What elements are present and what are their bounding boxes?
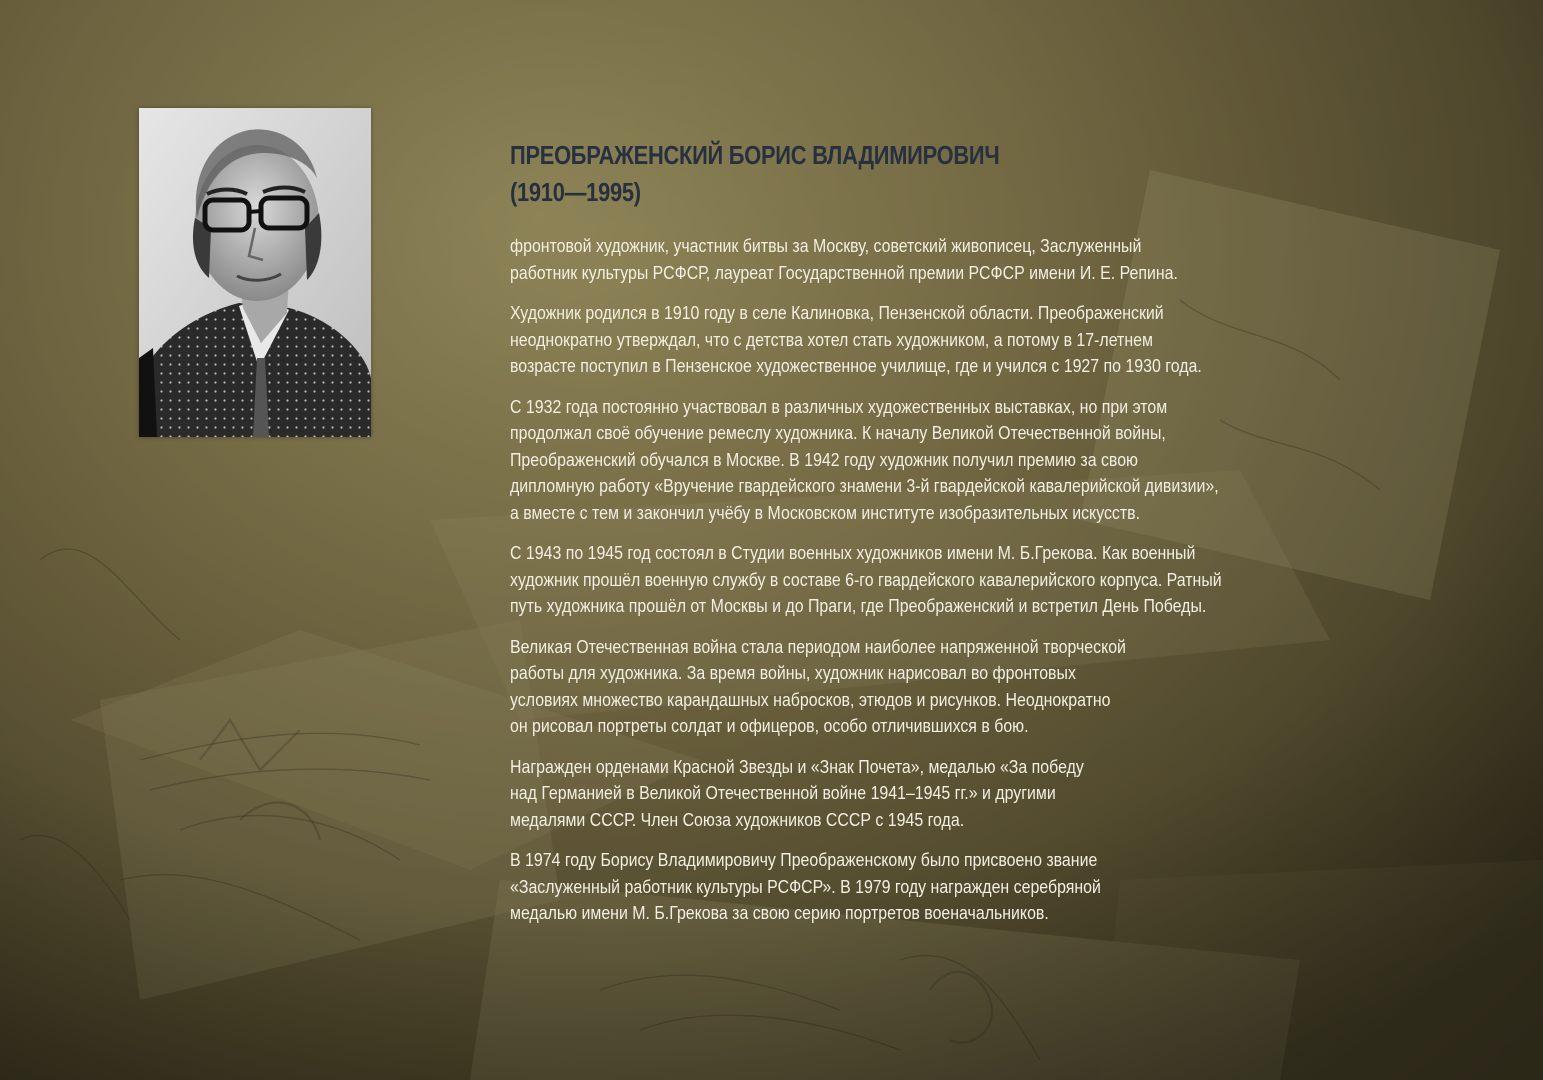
paragraph-line: он рисовал портреты солдат и офицеров, особо отличившихся в бою. <box>510 715 1029 736</box>
paragraph-line: работы для художника. За время войны, художник нарисовал во фронтовых <box>510 662 1076 683</box>
paragraph-honors <box>510 847 1267 927</box>
paragraph-line: неоднократно утверждал, что с детства хотел стать художником, а потому в 17-летнем <box>510 328 1153 350</box>
paragraph-birth <box>510 300 1267 380</box>
portrait-photo <box>139 108 371 437</box>
biography-section <box>510 137 1390 941</box>
paragraph-line: С 1943 по 1945 год состоял в Студии военных художников имени М. Б.Грекова. Как военный <box>510 542 1196 563</box>
paragraph-line: фронтовой художник, участник битвы за Москву, советский живописец, Заслуженный <box>510 235 1142 256</box>
paragraph-awards <box>510 754 1267 834</box>
paragraph-line: Награжден орденами Красной Звезды и «Знак Почета», медалью «За победу <box>510 755 1084 777</box>
title-name: ПРЕОБРАЖЕНСКИЙ БОРИС ВЛАДИМИРОВИЧ <box>510 140 1000 170</box>
paragraph-line: работник культуры РСФСР, лауреат Государственной премии РСФСР имени И. Е. Репина. <box>510 261 1178 283</box>
paragraph-line: а вместе с тем и закончил учёбу в Московском институте изобразительных искусств. <box>510 501 1141 523</box>
paragraph-line: С 1932 года постоянно участвовал в различных художественных выставках, но при этом <box>510 395 1168 417</box>
paragraph-war-work <box>510 634 1267 740</box>
page-title <box>510 137 1249 211</box>
paragraph-line: возрасте поступил в Пензенское художественное училище, где и учился с 1927 по 1930 года. <box>510 355 1202 376</box>
paragraph-line: медалями СССР. Член Союза художников СССР с 1945 года. <box>510 808 965 830</box>
paragraph-line: медалью имени М. Б.Грекова за свою серию портретов военачальников. <box>510 902 1049 923</box>
paragraph-intro <box>510 233 1267 286</box>
portrait-photo-icon <box>139 108 371 437</box>
paragraph-line: путь художника прошёл от Москвы и до Праги, где Преображенский и встретил День Победы. <box>510 595 1207 616</box>
paragraph-line: условиях множество карандашных набросков, этюдов и рисунков. Неоднократно <box>510 688 1111 710</box>
title-years: (1910—1995) <box>510 177 641 207</box>
paragraph-line: В 1974 году Борису Владимировичу Преображенскому было присвоено звание <box>510 849 1098 870</box>
paragraph-education <box>510 394 1267 527</box>
paragraph-line: дипломную работу «Вручение гвардейского знамени 3-й гвардейской кавалерийской дивизии», <box>510 475 1219 496</box>
paragraph-line: Великая Отечественная война стала периодом наиболее напряженной творческой <box>510 635 1126 657</box>
paragraph-line: «Заслуженный работник культуры РСФСР». В 1979 году награжден серебряной <box>510 875 1101 897</box>
paragraph-line: продолжал своё обучение ремеслу художника. К началу Великой Отечественной войны, <box>510 422 1166 443</box>
paragraph-line: Преображенский обучался в Москве. В 1942 году художник получил премию за свою <box>510 448 1138 470</box>
paragraph-line: над Германией в Великой Отечественной войне 1941–1945 гг.» и другими <box>510 782 1056 803</box>
paragraph-line: Художник родился в 1910 году в селе Калиновка, Пензенской области. Преображенский <box>510 302 1164 323</box>
paragraph-line: художник прошёл военную службу в составе 6-го гвардейского кавалерийского корпуса. Ратный <box>510 568 1222 590</box>
paragraph-military-service <box>510 540 1267 620</box>
